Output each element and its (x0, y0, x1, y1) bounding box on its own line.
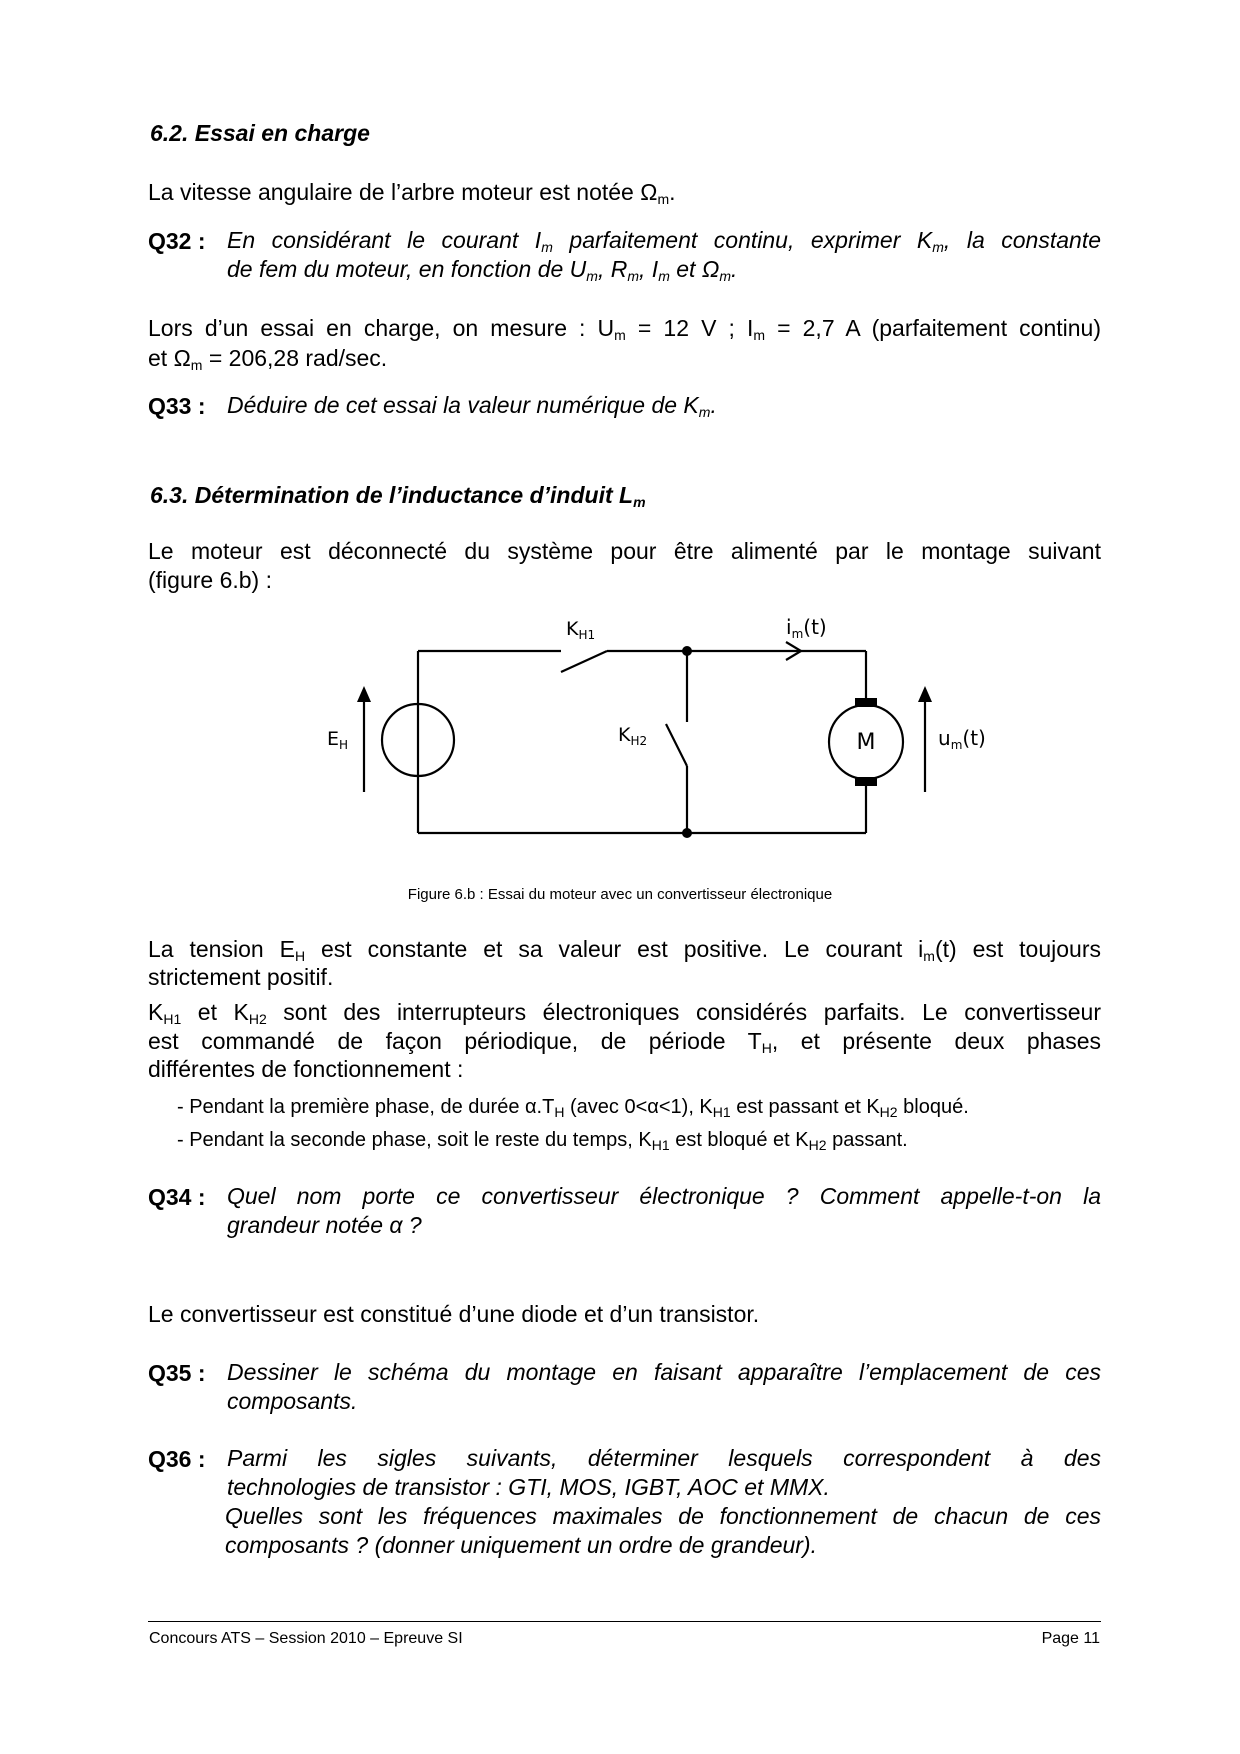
paragraph-tension-line-2: strictement positif. (148, 964, 334, 990)
q36-line-2: technologies de transistor : GTI, MOS, IGBT, AOC et MMX. (227, 1474, 830, 1500)
figure-caption: Figure 6.b : Essai du moteur avec un convertisseur électronique (407, 886, 833, 903)
paragraph-moteur-line-1: Le moteur est déconnecté du système pour être alimenté par le montage suivant (148, 538, 1101, 564)
label-im: $i_m(t)$ (786, 615, 827, 641)
q34-line-2: grandeur notée α ? (227, 1212, 422, 1238)
q32-line-1: En considérant le courant $I_m$ parfaitement continu, exprimer $K_m$, la constante (227, 227, 1102, 255)
label-eh: $E_H$ (327, 728, 349, 752)
q35-label: Q35 : (148, 1360, 206, 1386)
footer-page-number: Page 11 (1041, 1630, 1100, 1647)
motor-brush-top (855, 698, 877, 707)
q34-label: Q34 : (148, 1184, 206, 1210)
motor-brush-bottom (855, 777, 877, 786)
label-um: $u_m(t)$ (938, 726, 986, 752)
q35-line-1: Dessiner le schéma du montage en faisant apparaître l’emplacement de ces (227, 1359, 1101, 1385)
section-title-6-2: 6.2. Essai en charge (150, 120, 370, 146)
paragraph-interrupteurs-line-2: est commandé de façon périodique, de période $T_H$, et présente deux phases (148, 1028, 1101, 1056)
paragraph-interrupteurs-line-3: différentes de fonctionnement : (148, 1056, 464, 1082)
label-motor: M (856, 730, 876, 755)
q32-label: Q32 : (148, 228, 206, 254)
q33-label: Q33 : (148, 393, 206, 419)
paragraph-mesure-line-1: Lors d’un essai en charge, on mesure : $U_m = 12$ V ; $I_m = 2,7$ A (parfaitement continu) (148, 315, 1101, 343)
q36-line-3: Quelles sont les fréquences maximales de fonctionnement de chacun de ces (225, 1503, 1101, 1529)
q32-line-2: de fem du moteur, en fonction de $U_m$, $R_m$, $I_m$ et $\Omega_m$. (227, 256, 738, 284)
list-item: - Pendant la première phase, de durée $\alpha.T_H$ (avec 0<α<1), $K_{H1}$ est passant et $K_{H2}$ bloqué. (177, 1096, 969, 1120)
q36-line-1: Parmi les sigles suivants, déterminer lesquels correspondent à des (227, 1445, 1101, 1471)
node-bottom (682, 828, 692, 838)
label-kh2: $K_{H2}$ (618, 724, 648, 748)
q36-label: Q36 : (148, 1446, 206, 1472)
q33-text: Déduire de cet essai la valeur numérique de $K_m$. (227, 392, 717, 420)
paragraph-vitesse: La vitesse angulaire de l’arbre moteur est notée $\Omega_m$. (148, 179, 676, 207)
node-top (682, 646, 692, 656)
footer-left: Concours ATS – Session 2010 – Epreuve SI (149, 1630, 463, 1647)
q34-line-1: Quel nom porte ce convertisseur électronique ? Comment appelle-t-on la (227, 1183, 1101, 1209)
q35-line-2: composants. (227, 1388, 358, 1414)
paragraph-tension-line-1: La tension $E_H$ est constante et sa valeur est positive. Le courant $i_m(t)$ est toujours (148, 936, 1101, 964)
list-item: - Pendant la seconde phase, soit le reste du temps, $K_{H1}$ est bloqué et $K_{H2}$ passant. (177, 1129, 908, 1153)
switch-kh1 (561, 651, 607, 672)
q36-line-4: composants ? (donner uniquement un ordre de grandeur). (225, 1532, 817, 1558)
paragraph-interrupteurs-line-1: $K_{H1}$ et $K_{H2}$ sont des interrupteurs électroniques considérés parfaits. Le convertisseur (148, 999, 1101, 1027)
paragraph-mesure-line-2: et $\Omega_m = 206,28$ rad/sec. (148, 345, 388, 373)
label-kh1: $K_{H1}$ (566, 618, 596, 642)
paragraph-moteur-line-2: (figure 6.b) : (148, 567, 272, 593)
switch-kh2 (666, 724, 687, 766)
footer-rule (148, 1621, 1101, 1622)
section-title-6-3: 6.3. Détermination de l’inductance d’induit $L_m$ (150, 482, 646, 510)
paragraph-convertisseur: Le convertisseur est constitué d’une diode et d’un transistor. (148, 1301, 760, 1327)
